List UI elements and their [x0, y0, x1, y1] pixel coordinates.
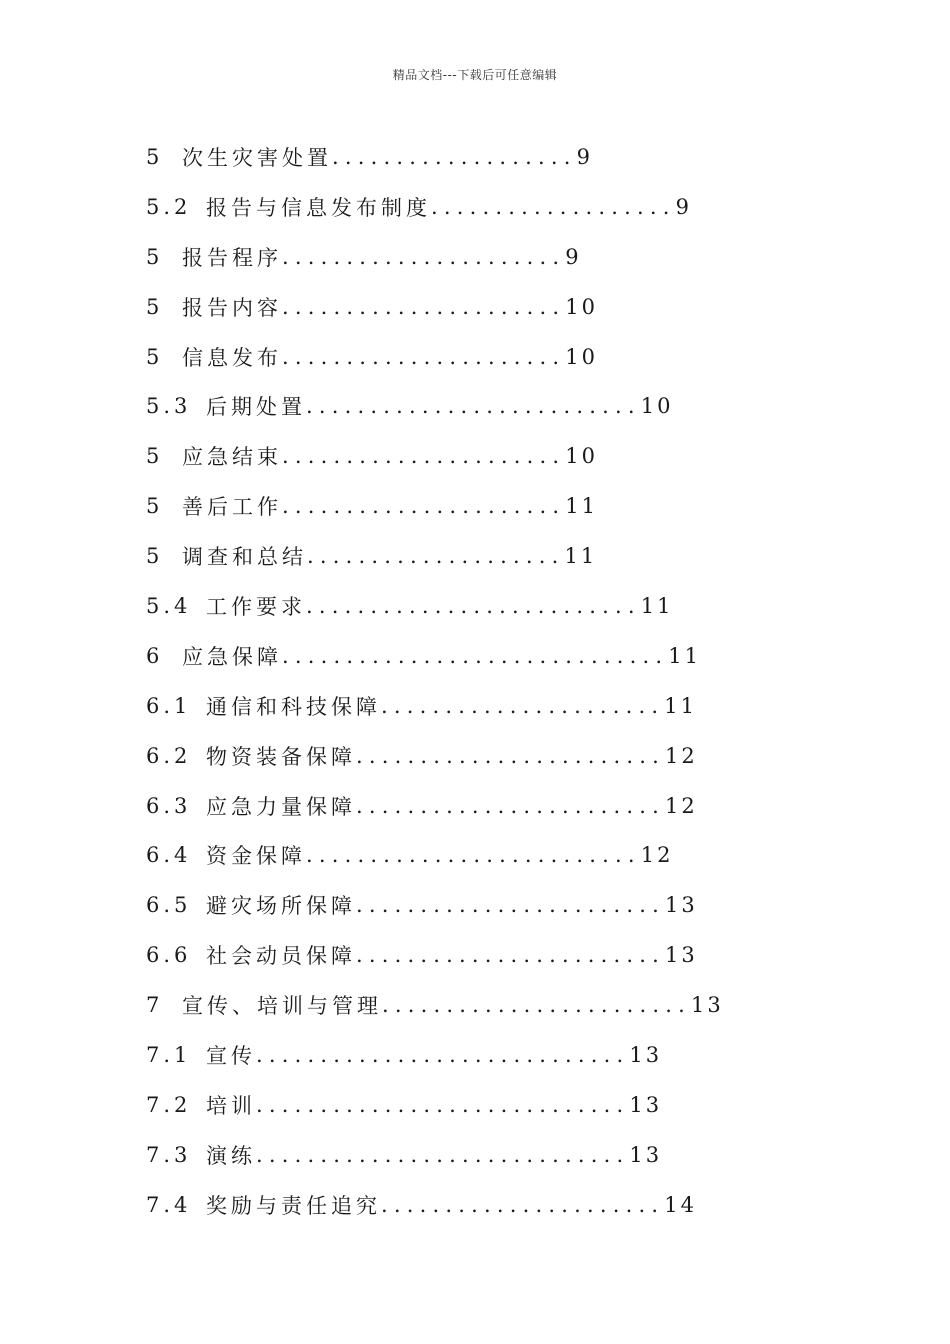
- toc-entry-page: 9: [675, 194, 693, 219]
- toc-entry-leader: ........................: [356, 743, 666, 768]
- toc-entry[interactable]: [146, 1080, 806, 1130]
- toc-entry-page: 11: [565, 494, 598, 519]
- toc-entry-title: 信息发布: [182, 345, 282, 370]
- toc-entry-number: 5: [146, 544, 164, 569]
- toc-entry-page: 12: [665, 793, 698, 818]
- toc-entry-page: 13: [629, 1092, 663, 1117]
- toc-entry[interactable]: [146, 282, 806, 332]
- toc-entry-number: 5: [146, 244, 164, 269]
- toc-entry-page: 9: [565, 244, 582, 269]
- toc-entry[interactable]: [146, 1180, 806, 1230]
- toc-entry-leader: ......................: [381, 693, 665, 718]
- toc-entry-leader: .............................: [256, 1142, 630, 1167]
- toc-entry-number: 5: [146, 494, 164, 519]
- toc-entry[interactable]: [146, 232, 806, 282]
- toc-entry-leader: ........................: [356, 793, 666, 818]
- toc-entry-leader: ........................: [356, 943, 666, 968]
- toc-entry-title: 调查和总结: [182, 545, 307, 570]
- toc-entry-title: 报告程序: [182, 245, 282, 270]
- toc-entry-number: 7: [146, 993, 164, 1018]
- toc-entry-leader: .............................: [256, 1092, 630, 1117]
- toc-entry-number: 5: [146, 144, 164, 169]
- toc-entry-page: 11: [640, 593, 674, 618]
- toc-entry-title: 工作要求: [206, 594, 306, 619]
- toc-entry-leader: ......................: [282, 294, 566, 319]
- toc-entry-title: 演练: [206, 1143, 256, 1168]
- toc-entry-page: 10: [565, 444, 598, 469]
- toc-entry-number: 7.3: [146, 1142, 192, 1167]
- toc-entry-page: 13: [665, 943, 698, 968]
- toc-entry-page: 11: [668, 643, 701, 668]
- toc-entry-title: 应急力量保障: [206, 794, 356, 819]
- toc-entry-leader: ........................: [356, 893, 666, 918]
- toc-entry-leader: ......................: [282, 444, 566, 469]
- toc-entry-title: 培训: [206, 1093, 256, 1118]
- toc-entry-title: 社会动员保障: [206, 944, 356, 969]
- toc-entry-number: 5.2: [146, 194, 192, 219]
- toc-entry-title: 资金保障: [206, 844, 306, 869]
- toc-entry-leader: ........................: [382, 993, 692, 1018]
- toc-entry-leader: ......................: [282, 494, 566, 519]
- toc-entry-leader: ...................: [431, 194, 676, 219]
- toc-entry-leader: ..............................: [282, 643, 669, 668]
- toc-entry-page: 10: [565, 344, 598, 369]
- toc-entry-number: 5: [146, 344, 164, 369]
- toc-entry[interactable]: [146, 132, 806, 182]
- toc-entry-leader: .............................: [256, 1042, 630, 1067]
- toc-entry-title: 善后工作: [182, 495, 282, 520]
- toc-entry-number: 5: [146, 444, 164, 469]
- toc-entry[interactable]: [146, 332, 806, 382]
- toc-entry[interactable]: [146, 531, 806, 581]
- toc-entry-number: 6.6: [146, 943, 192, 968]
- toc-entry-title: 宣传、培训与管理: [182, 994, 382, 1019]
- toc-entry-page: 13: [665, 893, 698, 918]
- toc-entry[interactable]: [146, 631, 806, 681]
- toc-entry-number: 6.3: [146, 793, 192, 818]
- toc-entry-title: 应急保障: [182, 644, 282, 669]
- toc-entry-page: 11: [664, 693, 697, 718]
- toc-entry-number: 5.3: [146, 394, 192, 419]
- toc-entry-number: 7.2: [146, 1092, 192, 1117]
- toc-entry-number: 5.4: [146, 593, 192, 618]
- toc-entry-page: 9: [576, 144, 594, 169]
- toc-entry-number: 6.4: [146, 843, 192, 868]
- toc-entry-leader: ......................: [381, 1192, 665, 1217]
- toc-entry-leader: ......................: [282, 344, 566, 369]
- toc-entry-page: 13: [629, 1042, 663, 1067]
- toc-entry[interactable]: [146, 1130, 806, 1180]
- toc-entry-page: 12: [640, 843, 674, 868]
- toc-entry[interactable]: [146, 481, 806, 531]
- toc-entry-page: 13: [629, 1142, 663, 1167]
- toc-entry-leader: ..........................: [306, 394, 641, 419]
- toc-entry-title: 报告与信息发布制度: [206, 195, 431, 220]
- toc-entry[interactable]: [146, 1030, 806, 1080]
- toc-entry-number: 6.1: [146, 693, 192, 718]
- toc-entry-leader: ..........................: [306, 843, 641, 868]
- toc-entry[interactable]: [146, 681, 806, 731]
- toc-entry-number: 7.1: [146, 1042, 192, 1067]
- toc-entry-number: 6.2: [146, 743, 192, 768]
- toc-entry-title: 避灾场所保障: [206, 894, 356, 919]
- toc-entry[interactable]: [146, 731, 806, 781]
- toc-entry-leader: ......................: [282, 244, 566, 269]
- toc-entry[interactable]: [146, 381, 806, 431]
- toc-entry-leader: ..........................: [306, 593, 641, 618]
- toc-entry-number: 7.4: [146, 1192, 192, 1217]
- toc-entry-page: 13: [691, 993, 724, 1018]
- toc-entry-title: 应急结束: [182, 445, 282, 470]
- toc-entry-page: 14: [664, 1192, 697, 1217]
- toc-entry-title: 通信和科技保障: [206, 694, 381, 719]
- toc-entry-title: 宣传: [206, 1043, 256, 1068]
- toc-entry[interactable]: [146, 581, 806, 631]
- page-header: 精品文档---下载后可任意编辑: [392, 68, 558, 82]
- toc-entry-page: 10: [640, 394, 674, 419]
- toc-entry[interactable]: [146, 830, 806, 880]
- toc-entry-title: 后期处置: [206, 395, 306, 420]
- toc-entry[interactable]: [146, 930, 806, 980]
- toc-entry[interactable]: [146, 880, 806, 930]
- toc-entry-page: 12: [665, 743, 698, 768]
- toc-entry-title: 报告内容: [182, 295, 282, 320]
- toc-entry[interactable]: [146, 781, 806, 831]
- toc-entry-leader: ...................: [332, 144, 577, 169]
- toc-entry-number: 6.5: [146, 893, 192, 918]
- toc-entry-title: 次生灾害处置: [182, 145, 332, 170]
- toc-entry-title: 物资装备保障: [206, 744, 356, 769]
- toc-entry[interactable]: [146, 980, 806, 1030]
- toc-entry-page: 10: [565, 294, 598, 319]
- table-of-contents: [146, 132, 806, 1230]
- toc-entry-leader: ....................: [307, 544, 565, 569]
- toc-entry-number: 6: [146, 643, 164, 668]
- toc-entry-title: 奖励与责任追究: [206, 1193, 381, 1218]
- toc-entry-page: 11: [564, 544, 598, 569]
- toc-entry-number: 5: [146, 294, 164, 319]
- toc-entry[interactable]: [146, 182, 806, 232]
- toc-entry[interactable]: [146, 431, 806, 481]
